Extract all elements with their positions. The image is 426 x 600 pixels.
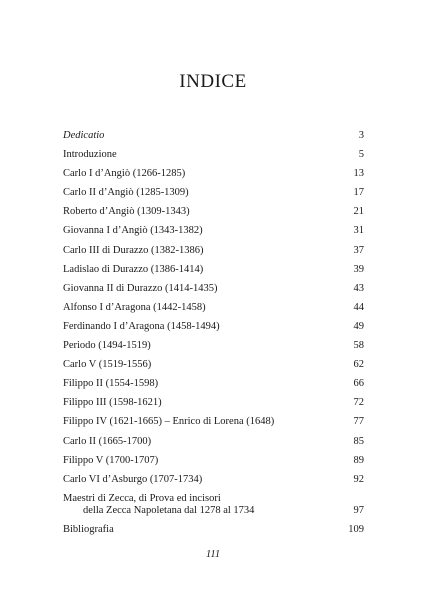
toc-entry xyxy=(63,455,364,467)
toc-entry-page: 89 xyxy=(353,454,364,466)
toc-entry xyxy=(63,416,364,428)
toc-entry-page: 72 xyxy=(353,397,364,409)
toc-entry-page: 92 xyxy=(353,473,364,485)
toc-entry-page: 3 xyxy=(358,130,364,141)
toc-entry-label: Filippo V (1700-1707) xyxy=(63,454,159,466)
toc-entry xyxy=(63,321,364,333)
toc-entry-label: Roberto d’Angiò (1309-1343) xyxy=(63,206,190,218)
toc-entry-page: 62 xyxy=(353,359,364,371)
page-number: 111 xyxy=(205,549,221,560)
toc-entry-page: 17 xyxy=(353,187,364,199)
toc-entry-label: Filippo IV (1621-1665) – Enrico di Lorena (1648) xyxy=(63,416,275,428)
toc-entry-page: 44 xyxy=(353,301,364,313)
toc-entry-page: 97 xyxy=(353,504,364,516)
toc-entry xyxy=(63,378,364,390)
toc-entry xyxy=(63,283,364,295)
toc-entry-label: Periodo (1494-1519) xyxy=(63,340,151,352)
toc-entry-label: Dedicatio xyxy=(63,130,105,141)
toc-entry-page: 5 xyxy=(358,149,364,161)
toc-entry xyxy=(63,302,364,314)
toc-entry xyxy=(63,168,364,180)
toc-entry xyxy=(63,245,364,257)
toc-entry-label: Bibliografia xyxy=(63,523,114,535)
toc-entry-label: Carlo I d’Angiò (1266-1285) xyxy=(63,168,186,180)
toc-entry-label: Carlo II d’Angiò (1285-1309) xyxy=(63,187,189,199)
toc-entry-page: 43 xyxy=(353,282,364,294)
toc-entry xyxy=(63,264,364,276)
toc-entry xyxy=(63,130,364,142)
toc-entry-label xyxy=(63,493,254,517)
toc-entry-label: Introduzione xyxy=(63,149,117,161)
toc-entry xyxy=(63,524,364,536)
toc-entry-label: Filippo III (1598-1621) xyxy=(63,397,162,409)
toc-entry xyxy=(63,206,364,218)
toc-entry-page: 37 xyxy=(353,244,364,256)
toc-entry xyxy=(63,225,364,237)
toc-entry-label: Ferdinando I d’Aragona (1458-1494) xyxy=(63,320,220,332)
toc-entry-label: Alfonso I d’Aragona (1442-1458) xyxy=(63,301,206,313)
toc-entry-page: 13 xyxy=(353,168,364,180)
toc-entry-label-line2: della Zecca Napoletana dal 1278 al 1734 xyxy=(83,504,255,516)
toc-entry xyxy=(63,340,364,352)
toc-entry-page: 85 xyxy=(353,435,364,447)
toc-entry-page: 21 xyxy=(353,206,364,218)
toc-entry-label: Carlo V (1519-1556) xyxy=(63,359,152,371)
toc-entry-page: 58 xyxy=(353,340,364,352)
toc-entry-page: 49 xyxy=(353,320,364,332)
toc-entry-page: 31 xyxy=(353,225,364,237)
toc-entry-page: 77 xyxy=(353,416,364,428)
toc-entry-label: Filippo II (1554-1598) xyxy=(63,378,159,390)
toc-entry xyxy=(63,397,364,409)
toc-entry-label: Ladislao di Durazzo (1386-1414) xyxy=(63,263,204,275)
toc-entry-label: Carlo III di Durazzo (1382-1386) xyxy=(63,244,204,256)
toc-entry-label: Giovanna II di Durazzo (1414-1435) xyxy=(63,282,218,294)
toc-entry xyxy=(63,359,364,371)
toc-entry xyxy=(63,493,364,517)
toc-entry-label: Carlo VI d’Asburgo (1707-1734) xyxy=(63,473,203,485)
toc-entry-label: Giovanna I d’Angiò (1343-1382) xyxy=(63,225,203,237)
toc-entry-page: 66 xyxy=(353,378,364,390)
toc-entry xyxy=(63,149,364,161)
toc-entry-label: Carlo II (1665-1700) xyxy=(63,435,152,447)
table-of-contents xyxy=(63,130,364,543)
toc-entry-page: 109 xyxy=(348,523,364,535)
toc-entry-label-line1: Maestri di Zecca, di Prova ed incisori xyxy=(63,492,221,504)
toc-entry xyxy=(63,436,364,448)
toc-entry-page: 39 xyxy=(353,263,364,275)
page-title: INDICE xyxy=(179,71,247,92)
toc-entry xyxy=(63,474,364,486)
toc-entry xyxy=(63,187,364,199)
